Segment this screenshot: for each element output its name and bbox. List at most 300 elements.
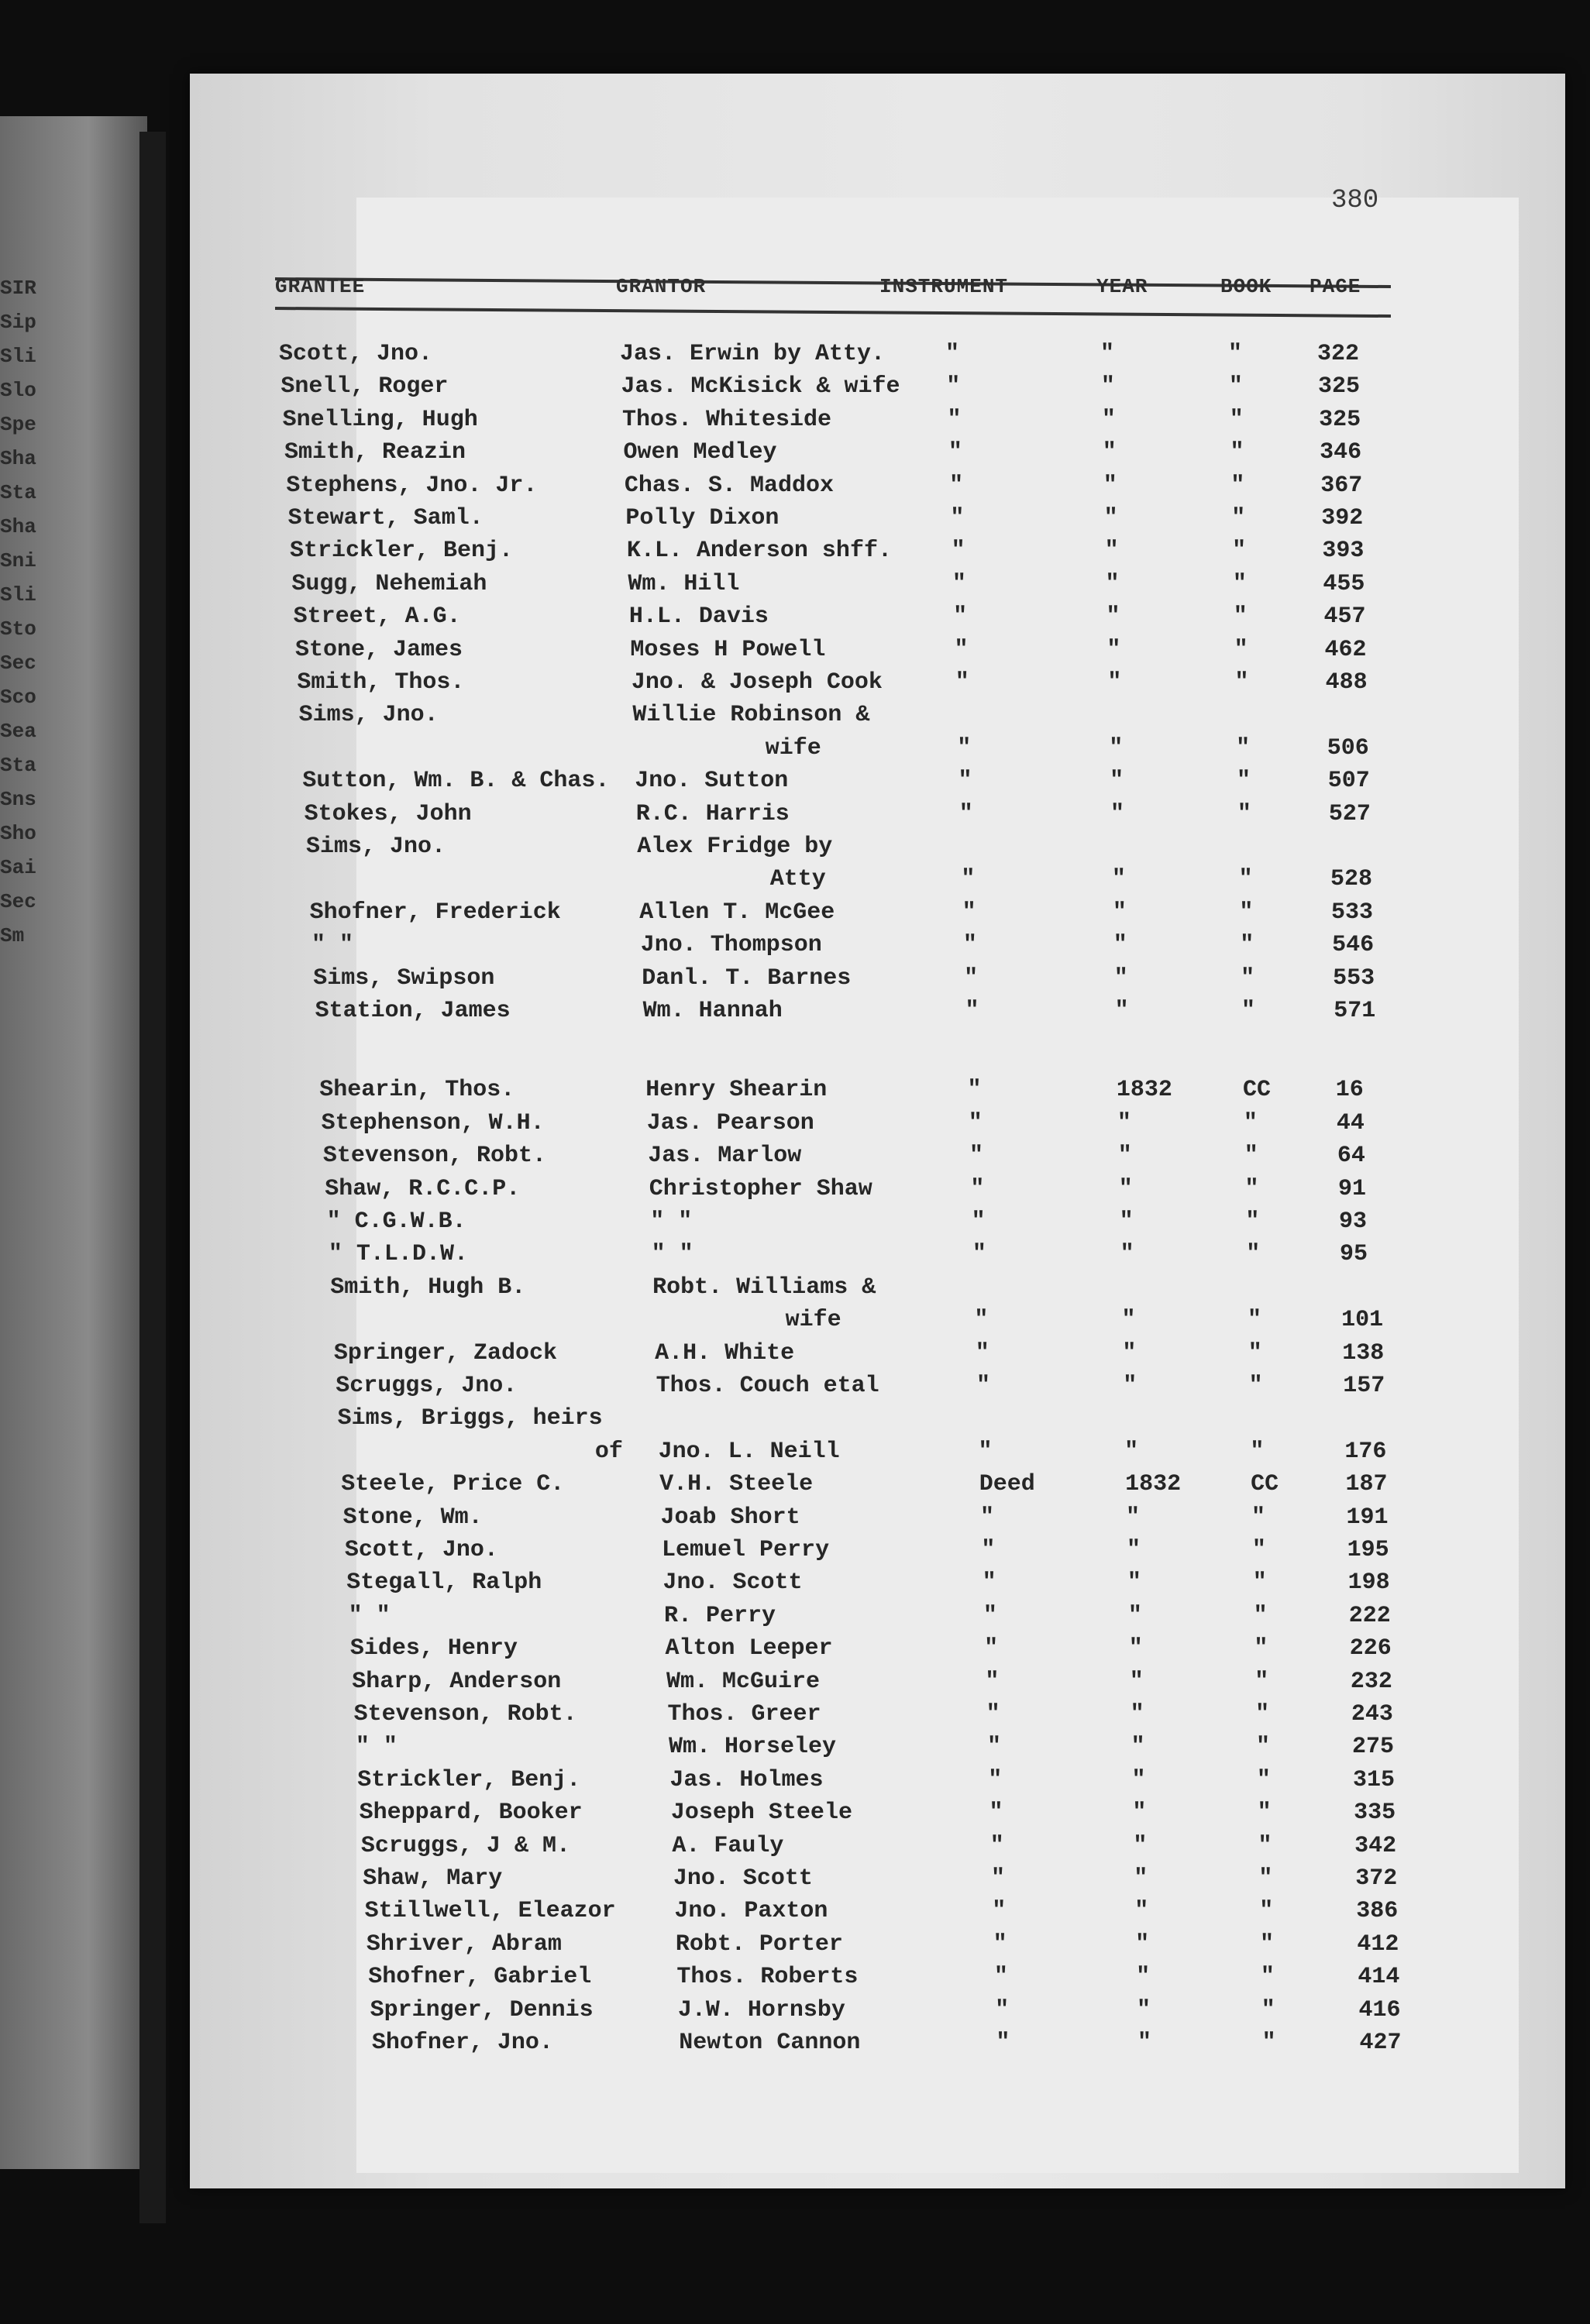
cell-page: 372 <box>1355 1865 1398 1892</box>
cell-grantor: Jno. & Joseph Cook <box>631 669 883 696</box>
header-instrument: INSTRUMENT <box>879 275 1009 298</box>
cell-instrument: " <box>982 1569 996 1597</box>
adjacent-page-fragment: Sta <box>0 481 36 504</box>
cell-year: " <box>1133 1832 1148 1859</box>
cell-instrument: " <box>952 570 966 597</box>
cell-page: 226 <box>1349 1635 1392 1662</box>
cell-grantee: Shaw, R.C.C.P. <box>325 1175 521 1202</box>
cell-grantor: Jno. Paxton <box>674 1898 828 1925</box>
cell-page: 157 <box>1343 1373 1385 1399</box>
cell-grantor: Alton Leeper <box>665 1635 833 1662</box>
cell-grantee: Shriver, Abram <box>366 1930 562 1958</box>
cell-instrument: " <box>958 800 973 827</box>
cell-grantor: Lemuel Perry <box>662 1537 830 1563</box>
cell-year: " <box>1132 1800 1147 1827</box>
cell-grantee: " " <box>348 1602 391 1629</box>
cell-year: " <box>1136 1964 1151 1991</box>
adjacent-page-fragment: Sho <box>0 822 36 845</box>
cell-grantee: Stone, Wm. <box>342 1504 483 1531</box>
cell-instrument: " <box>989 1832 1004 1859</box>
adjacent-page-fragment: Sco <box>0 686 36 709</box>
adjacent-page-fragment: Sns <box>0 788 36 811</box>
cell-year: " <box>1111 866 1126 893</box>
cell-page: 315 <box>1353 1766 1396 1793</box>
cell-book: " <box>1230 439 1244 466</box>
cell-instrument: " <box>976 1373 990 1399</box>
cell-grantee: Smith, Hugh B. <box>330 1274 526 1301</box>
cell-book: " <box>1255 1701 1270 1728</box>
cell-instrument: " <box>949 472 964 499</box>
cell-grantee: Stephens, Jno. Jr. <box>286 472 538 499</box>
cell-grantor: Polly Dixon <box>625 505 780 531</box>
cell-page: 176 <box>1344 1438 1387 1465</box>
cell-page: 232 <box>1350 1668 1392 1695</box>
cell-book: " <box>1240 932 1254 959</box>
cell-instrument: " <box>958 768 972 795</box>
cell-year: " <box>1127 1602 1142 1629</box>
cell-year: " <box>1131 1734 1145 1761</box>
cell-page: 325 <box>1318 373 1361 401</box>
cell-grantee: Street, A.G. <box>293 603 461 631</box>
cell-grantee: Scott, Jno. <box>279 341 433 367</box>
cell-grantee: Station, James <box>315 998 511 1024</box>
cell-grantee: Smith, Thos. <box>297 669 465 696</box>
cell-year: " <box>1113 964 1128 992</box>
cell-book: " <box>1237 800 1251 827</box>
cell-grantor: Jas. Pearson <box>646 1109 814 1136</box>
header-year: YEAR <box>1096 275 1148 298</box>
cell-year: " <box>1122 1339 1137 1367</box>
cell-page: 412 <box>1357 1930 1399 1958</box>
cell-instrument: " <box>971 1208 986 1235</box>
cell-grantor: Jno. Sutton <box>635 768 789 795</box>
cell-page: 275 <box>1351 1734 1394 1761</box>
adjacent-page-fragment: Sha <box>0 447 36 470</box>
cell-book: " <box>1234 636 1248 663</box>
cell-instrument: " <box>981 1537 996 1563</box>
cell-book: " <box>1259 1898 1274 1925</box>
cell-book: " <box>1252 1569 1267 1597</box>
cell-page: 553 <box>1333 964 1375 992</box>
cell-instrument: " <box>983 1602 997 1629</box>
cell-page: 427 <box>1359 2030 1402 2056</box>
cell-grantee: Stewart, Saml. <box>287 505 484 531</box>
header-book: BOOK <box>1220 275 1272 298</box>
cell-instrument: " <box>996 2030 1010 2056</box>
cell-book: " <box>1256 1766 1271 1793</box>
cell-book: " <box>1247 1307 1261 1334</box>
adjacent-page-fragment: Sni <box>0 549 36 572</box>
adjacent-page-fragment: Spe <box>0 413 36 436</box>
cell-grantor: Willie Robinson & <box>632 702 870 729</box>
cell-book: " <box>1231 505 1246 531</box>
cell-page: 93 <box>1339 1208 1368 1235</box>
cell-page: 138 <box>1342 1339 1385 1367</box>
cell-grantor: wife <box>785 1307 841 1334</box>
cell-page: 367 <box>1320 472 1363 499</box>
cell-grantee: " " <box>355 1734 398 1761</box>
cell-page: 222 <box>1348 1602 1391 1629</box>
cell-grantor: " " <box>650 1208 693 1235</box>
cell-book: " <box>1254 1635 1268 1662</box>
cell-grantor: Thos. Couch etal <box>656 1373 879 1399</box>
cell-instrument: " <box>972 1241 986 1268</box>
cell-book: " <box>1248 1373 1263 1399</box>
cell-page: 507 <box>1327 768 1370 795</box>
cell-grantor: V.H. Steele <box>659 1471 814 1498</box>
cell-instrument: " <box>974 1307 989 1334</box>
cell-grantee: Shofner, Jno. <box>371 2030 553 2056</box>
cell-page: 91 <box>1337 1175 1366 1202</box>
cell-page: 506 <box>1327 734 1369 761</box>
cell-instrument: " <box>945 341 960 367</box>
cell-grantor: Moses H Powell <box>630 636 826 663</box>
cell-grantor: Joab Short <box>660 1504 800 1531</box>
cell-year: " <box>1117 1109 1131 1136</box>
cell-page: 462 <box>1324 636 1367 663</box>
cell-book: " <box>1261 2030 1276 2056</box>
cell-grantee: Stephenson, W.H. <box>321 1109 545 1136</box>
cell-year: " <box>1118 1175 1133 1202</box>
cell-grantee: Sharp, Anderson <box>352 1668 562 1695</box>
cell-grantee: " " <box>311 932 353 959</box>
cell-book: " <box>1254 1668 1269 1695</box>
cell-grantor: Jno. Thompson <box>640 932 822 959</box>
cell-grantee: Steele, Price C. <box>341 1471 565 1498</box>
cell-year: " <box>1113 932 1127 959</box>
cell-book: " <box>1253 1602 1268 1629</box>
cell-grantor: Atty <box>769 866 826 893</box>
cell-grantee: Sims, Briggs, heirs <box>337 1405 603 1432</box>
cell-instrument: " <box>965 998 979 1024</box>
cell-grantor: Robt. Williams & <box>652 1274 876 1301</box>
cell-book: " <box>1261 1996 1275 2023</box>
cell-year: " <box>1102 439 1117 466</box>
cell-grantor: Allen T. McGee <box>639 899 835 926</box>
cell-page: 342 <box>1354 1832 1397 1859</box>
cell-page: 488 <box>1325 669 1368 696</box>
cell-grantor: Thos. Roberts <box>676 1964 859 1991</box>
header-grantor: GRANTOR <box>616 275 707 298</box>
cell-book: " <box>1238 866 1253 893</box>
cell-book: CC <box>1251 1471 1279 1498</box>
cell-grantor: Jno. L. Neill <box>658 1438 840 1465</box>
cell-grantor: J.W. Hornsby <box>677 1996 845 2023</box>
cell-instrument: " <box>967 1077 982 1104</box>
cell-grantee: Strickler, Benj. <box>357 1766 581 1793</box>
cell-year: " <box>1130 1701 1144 1728</box>
cell-page: 95 <box>1340 1241 1368 1268</box>
cell-instrument: " <box>955 669 969 696</box>
cell-grantee: Sutton, Wm. B. & Chas. <box>302 768 610 795</box>
cell-grantee: Shofner, Frederick <box>309 899 561 926</box>
adjacent-page-fragment: Sai <box>0 856 36 879</box>
cell-page: 191 <box>1346 1504 1389 1531</box>
cell-year: " <box>1101 406 1116 433</box>
cell-book: " <box>1257 1800 1272 1827</box>
cell-grantor: A. Fauly <box>672 1832 784 1859</box>
cell-book: " <box>1241 964 1255 992</box>
cell-instrument: " <box>957 734 972 761</box>
cell-grantor: Jas. Holmes <box>669 1766 824 1793</box>
cell-page: 325 <box>1319 406 1361 433</box>
cell-page: 528 <box>1330 866 1372 893</box>
cell-book: " <box>1243 1109 1258 1136</box>
cell-year: " <box>1103 505 1118 531</box>
cell-book: " <box>1258 1865 1273 1892</box>
cell-grantor: wife <box>765 734 821 761</box>
cell-year: " <box>1107 669 1122 696</box>
cell-page: 571 <box>1334 998 1376 1024</box>
cell-year: " <box>1114 998 1129 1024</box>
cell-year: 1832 <box>1125 1471 1182 1498</box>
cell-grantee: Sims, Jno. <box>298 702 439 729</box>
cell-page: 335 <box>1354 1800 1396 1827</box>
cell-page: 44 <box>1336 1109 1365 1136</box>
adjacent-page-fragment: Sli <box>0 345 36 368</box>
cell-page: 64 <box>1337 1143 1365 1170</box>
cell-instrument: " <box>978 1438 993 1465</box>
cell-year: " <box>1127 1569 1141 1597</box>
cell-grantee: Snelling, Hugh <box>282 406 478 433</box>
cell-grantee: " C.G.W.B. <box>326 1208 466 1235</box>
cell-instrument: " <box>954 636 969 663</box>
cell-instrument: " <box>970 1175 985 1202</box>
cell-instrument: " <box>964 964 979 992</box>
cell-book: " <box>1232 570 1247 597</box>
cell-year: " <box>1117 1143 1132 1170</box>
cell-grantee: Scott, Jno. <box>344 1537 498 1563</box>
adjacent-page-fragment: Sm <box>0 924 25 947</box>
cell-grantor: Wm. McGuire <box>666 1668 821 1695</box>
cell-year: " <box>1110 800 1125 827</box>
adjacent-page-fragment: Sea <box>0 720 36 743</box>
cell-year: " <box>1120 1241 1134 1268</box>
cell-grantor: Owen Medley <box>623 439 777 466</box>
cell-book: " <box>1250 1438 1265 1465</box>
cell-book: " <box>1237 768 1251 795</box>
cell-book: CC <box>1243 1077 1272 1104</box>
cell-page: 198 <box>1347 1569 1390 1597</box>
cell-page: 457 <box>1323 603 1366 631</box>
cell-year: " <box>1110 768 1124 795</box>
cell-grantee: Springer, Zadock <box>333 1339 557 1367</box>
cell-grantee: Scruggs, Jno. <box>336 1373 518 1399</box>
cell-year: " <box>1134 1865 1148 1892</box>
cell-grantor: H.L. Davis <box>628 603 769 631</box>
cell-instrument: " <box>969 1143 984 1170</box>
cell-grantor: Danl. T. Barnes <box>642 964 852 992</box>
adjacent-page-fragment: Sta <box>0 754 36 777</box>
cell-grantee: Stevenson, Robt. <box>322 1143 546 1170</box>
cell-instrument: " <box>986 1701 1000 1728</box>
cell-year: " <box>1105 570 1120 597</box>
cell-book: " <box>1239 899 1254 926</box>
cell-grantor: Jno. Scott <box>673 1865 813 1892</box>
cell-year: " <box>1106 636 1121 663</box>
cell-grantee: Shofner, Gabriel <box>368 1964 592 1991</box>
cell-book: " <box>1244 1143 1258 1170</box>
cell-grantee: Stegall, Ralph <box>346 1569 542 1597</box>
adjacent-page-fragment: Slo <box>0 379 36 402</box>
cell-year: " <box>1126 1537 1141 1563</box>
cell-instrument: " <box>947 406 962 433</box>
cell-page: 546 <box>1332 932 1375 959</box>
cell-instrument: " <box>980 1504 995 1531</box>
cell-grantee: Springer, Dennis <box>370 1996 594 2023</box>
cell-instrument: " <box>948 439 962 466</box>
cell-year: " <box>1128 1635 1143 1662</box>
cell-grantee: Shearin, Thos. <box>319 1077 515 1104</box>
cell-instrument: " <box>953 603 968 631</box>
cell-grantee: of <box>594 1438 623 1465</box>
cell-year: " <box>1106 603 1120 631</box>
cell-grantor: Wm. Hannah <box>642 998 783 1024</box>
cell-grantee: Sheppard, Booker <box>359 1800 583 1827</box>
cell-year: " <box>1121 1307 1136 1334</box>
cell-grantee: Snell, Roger <box>280 373 449 401</box>
cell-instrument: " <box>975 1339 989 1367</box>
cell-book: " <box>1228 373 1243 401</box>
cell-year: " <box>1103 472 1117 499</box>
cell-year: " <box>1124 1438 1139 1465</box>
cell-year: " <box>1109 734 1124 761</box>
cell-page: 322 <box>1317 341 1360 367</box>
cell-grantee: Stillwell, Eleazor <box>364 1898 616 1925</box>
cell-instrument: " <box>961 866 976 893</box>
cell-grantor: Chas. S. Maddox <box>624 472 834 499</box>
cell-year: " <box>1123 1373 1137 1399</box>
cell-page: 243 <box>1351 1701 1393 1728</box>
header-page: PAGE <box>1310 275 1361 298</box>
cell-instrument: " <box>991 1865 1006 1892</box>
cell-year: " <box>1100 341 1115 367</box>
adjacent-page-fragment: Sec <box>0 651 36 675</box>
cell-page: 195 <box>1347 1537 1389 1563</box>
cell-page: 386 <box>1356 1898 1399 1925</box>
cell-book: " <box>1234 669 1249 696</box>
adjacent-page-fragment: Sip <box>0 311 36 334</box>
cell-grantor: Jas. Erwin by Atty. <box>620 341 886 367</box>
cell-grantee: Stokes, John <box>304 800 472 827</box>
cell-book: " <box>1246 1241 1261 1268</box>
cell-year: 1832 <box>1116 1077 1172 1104</box>
adjacent-page-fragment: Sha <box>0 515 36 538</box>
cell-book: " <box>1260 1930 1275 1958</box>
cell-instrument: " <box>986 1734 1001 1761</box>
cell-grantor: Alex Fridge by <box>637 834 833 860</box>
cell-book: " <box>1244 1175 1259 1202</box>
cell-grantee: Smith, Reazin <box>284 439 466 466</box>
cell-grantor: Thos. Whiteside <box>621 406 831 433</box>
adjacent-page-fragment: Sto <box>0 617 36 641</box>
cell-page: 414 <box>1358 1964 1400 1991</box>
cell-grantor: Robt. Porter <box>675 1930 843 1958</box>
cell-page: 346 <box>1320 439 1362 466</box>
adjacent-page-fragment: Sec <box>0 890 36 913</box>
cell-grantor: Jas. Marlow <box>648 1143 802 1170</box>
cell-book: " <box>1230 472 1245 499</box>
cell-year: " <box>1137 2030 1151 2056</box>
cell-book: " <box>1251 1537 1266 1563</box>
cell-grantor: Henry Shearin <box>645 1077 828 1104</box>
cell-page: 101 <box>1341 1307 1384 1334</box>
cell-grantor: Jno. Scott <box>662 1569 803 1597</box>
cell-grantor: " " <box>651 1241 693 1268</box>
cell-year: " <box>1135 1930 1150 1958</box>
cell-book: " <box>1251 1504 1266 1531</box>
cell-instrument: " <box>950 505 965 531</box>
cell-grantee: Scruggs, J & M. <box>360 1832 570 1859</box>
cell-instrument: " <box>951 538 965 565</box>
cell-page: 187 <box>1345 1471 1388 1498</box>
cell-book: " <box>1260 1964 1275 1991</box>
cell-instrument: " <box>985 1668 1000 1695</box>
cell-grantor: Thos. Greer <box>667 1701 821 1728</box>
cell-grantee: Strickler, Benj. <box>289 538 514 565</box>
cell-year: " <box>1134 1898 1149 1925</box>
adjacent-page-fragment: Sli <box>0 583 36 607</box>
cell-instrument: " <box>984 1635 999 1662</box>
cell-grantor: Wm. Horseley <box>668 1734 836 1761</box>
cell-grantee: Sims, Swipson <box>313 964 495 992</box>
cell-grantor: A.H. White <box>655 1339 795 1367</box>
cell-book: " <box>1229 406 1244 433</box>
cell-page: 392 <box>1321 505 1364 531</box>
cell-instrument: Deed <box>979 1471 1035 1498</box>
page-number: 380 <box>1331 186 1379 215</box>
cell-page: 527 <box>1328 800 1371 827</box>
cell-year: " <box>1129 1668 1144 1695</box>
adjacent-page-fragment: SIR <box>0 277 36 300</box>
header-grantee: GRANTEE <box>275 275 366 298</box>
cell-grantor: Newton Cannon <box>679 2030 861 2056</box>
cell-grantee: Sims, Jno. <box>305 834 446 860</box>
cell-book: " <box>1232 538 1247 565</box>
cell-instrument: " <box>962 899 976 926</box>
cell-book: " <box>1228 341 1243 367</box>
cell-instrument: " <box>993 1964 1008 1991</box>
cell-book: " <box>1255 1734 1270 1761</box>
cell-grantor: Wm. Hill <box>628 570 740 597</box>
cell-grantor: K.L. Anderson shff. <box>626 538 892 565</box>
cell-page: 393 <box>1322 538 1365 565</box>
cell-book: " <box>1233 603 1248 631</box>
cell-grantor: R.C. Harris <box>635 800 790 827</box>
cell-year: " <box>1112 899 1127 926</box>
cell-grantor: R. Perry <box>664 1602 776 1629</box>
cell-instrument: " <box>993 1930 1007 1958</box>
cell-page: 16 <box>1335 1077 1364 1104</box>
cell-book: " <box>1245 1208 1260 1235</box>
cell-year: " <box>1126 1504 1141 1531</box>
cell-year: " <box>1131 1766 1146 1793</box>
cell-book: " <box>1241 998 1255 1024</box>
cell-instrument: " <box>995 1996 1010 2023</box>
cell-grantee: Stevenson, Robt. <box>353 1701 577 1728</box>
cell-year: " <box>1100 373 1115 401</box>
cell-page: 455 <box>1323 570 1365 597</box>
cell-instrument: " <box>946 373 961 401</box>
cell-grantee: Stone, James <box>294 636 463 663</box>
cell-grantee: " T.L.D.W. <box>328 1241 468 1268</box>
cell-instrument: " <box>989 1800 1003 1827</box>
cell-page: 416 <box>1358 1996 1401 2023</box>
cell-instrument: " <box>968 1109 983 1136</box>
cell-year: " <box>1104 538 1119 565</box>
cell-grantor: Christopher Shaw <box>649 1175 872 1202</box>
cell-grantor: Joseph Steele <box>670 1800 852 1827</box>
